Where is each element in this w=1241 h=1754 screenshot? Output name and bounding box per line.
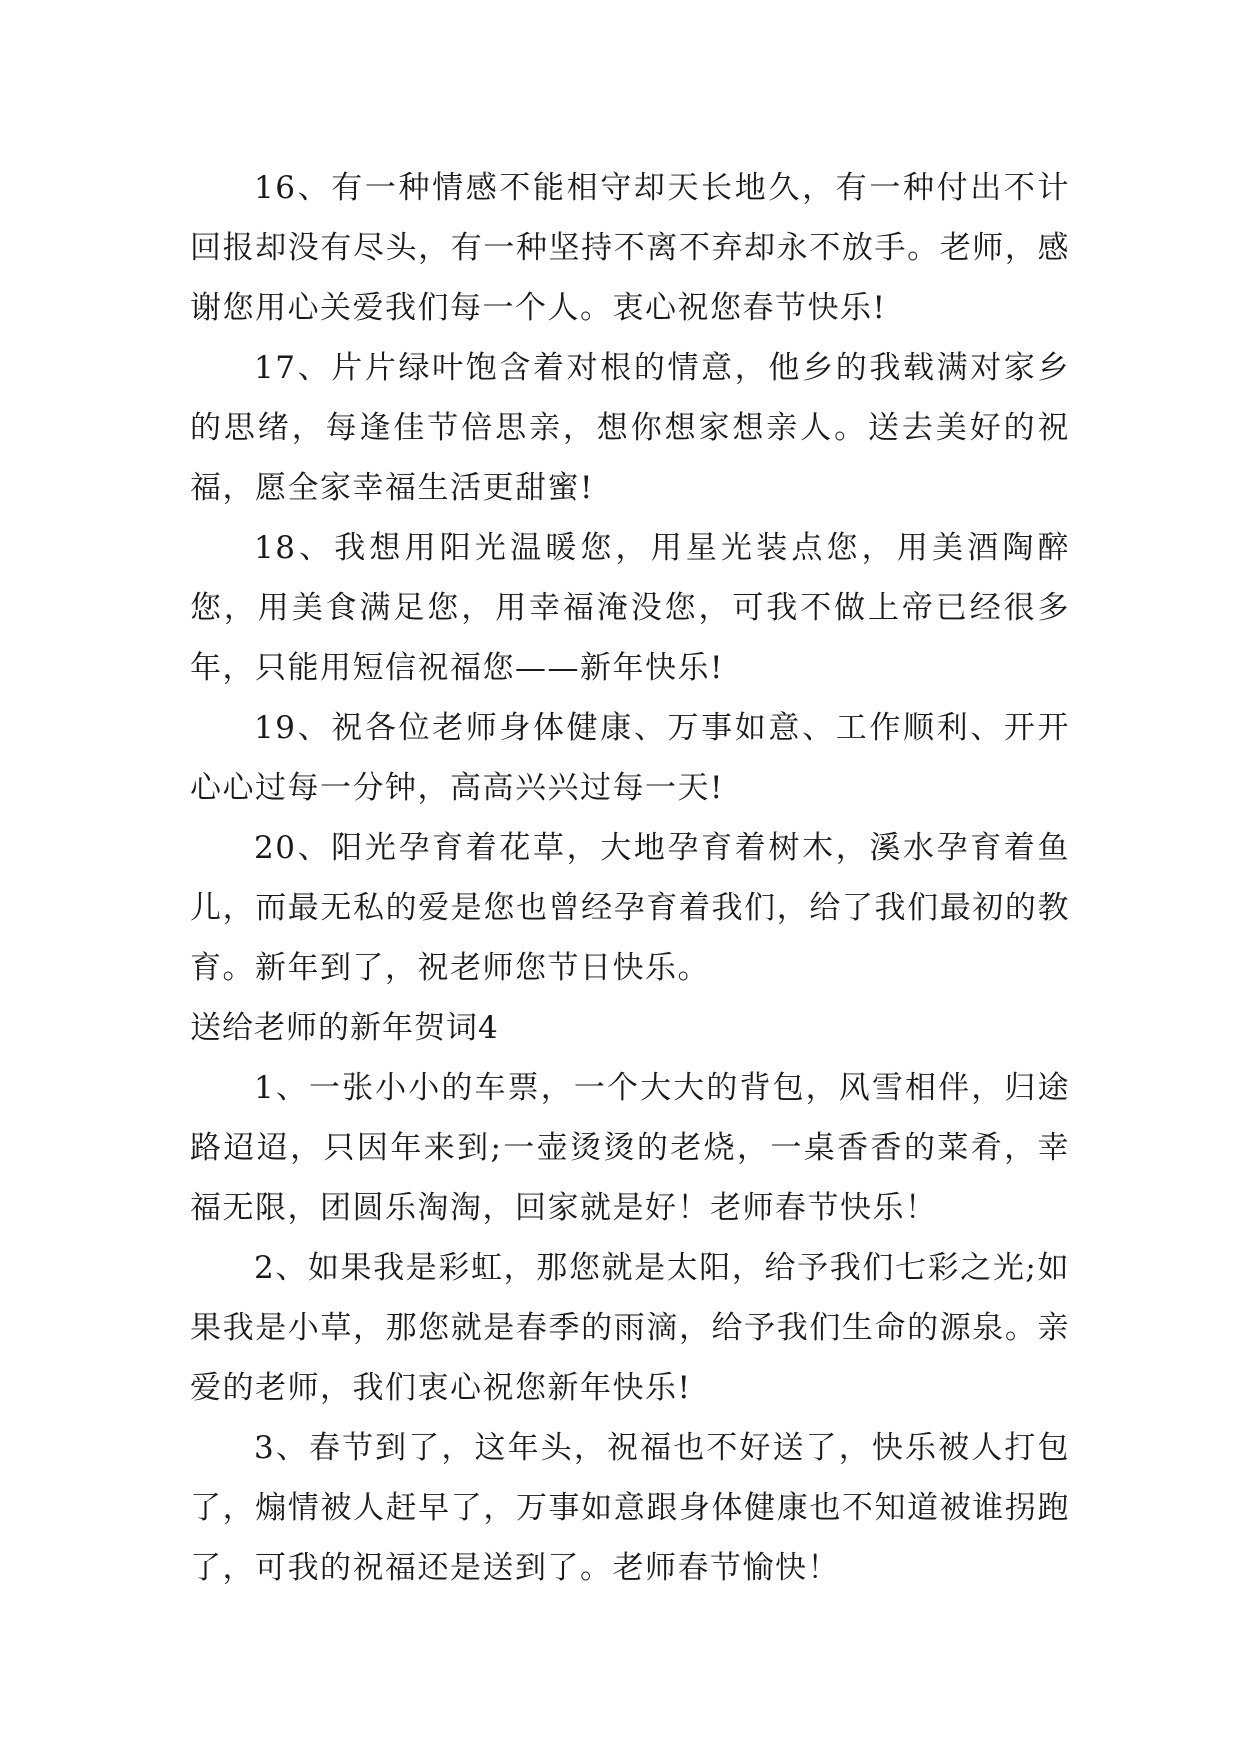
greeting-paragraph-19: 19、祝各位老师身体健康、万事如意、工作顺利、开开心心过每一分钟，高高兴兴过每一天! (190, 710, 1070, 806)
greeting-paragraph-18: 18、我想用阳光温暖您，用星光装点您，用美酒陶醉您，用美食满足您，用幸福淹没您，可我不做上帝已经很多年，只能用短信祝福您——新年快乐! (190, 530, 1070, 686)
document-body (190, 158, 1070, 1598)
greeting-paragraph-1: 1、一张小小的车票，一个大大的背包，风雪相伴，归途路迢迢，只因年来到;一壶烫烫的老烧，一桌香香的菜肴，幸福无限，团圆乐淘淘，回家就是好！老师春节快乐！ (190, 1070, 1070, 1226)
greeting-paragraph-2: 2、如果我是彩虹，那您就是太阳，给予我们七彩之光;如果我是小草，那您就是春季的雨滴，给予我们生命的源泉。亲爱的老师，我们衷心祝您新年快乐! (190, 1250, 1070, 1406)
greeting-paragraph-20: 20、阳光孕育着花草，大地孕育着树木，溪水孕育着鱼儿，而最无私的爱是您也曾经孕育着我们，给了我们最初的教育。新年到了，祝老师您节日快乐。 (190, 830, 1070, 986)
section-heading: 送给老师的新年贺词4 (190, 1010, 499, 1046)
greeting-paragraph-16: 16、有一种情感不能相守却天长地久，有一种付出不计回报却没有尽头，有一种坚持不离不弃却永不放手。老师，感谢您用心关爱我们每一个人。衷心祝您春节快乐! (190, 170, 1070, 326)
greeting-paragraph-17: 17、片片绿叶饱含着对根的情意，他乡的我载满对家乡的思绪，每逢佳节倍思亲，想你想家想亲人。送去美好的祝福，愿全家幸福生活更甜蜜! (190, 350, 1070, 506)
greeting-paragraph-3: 3、春节到了，这年头，祝福也不好送了，快乐被人打包了，煽情被人赶早了，万事如意跟身体健康也不知道被谁拐跑了，可我的祝福还是送到了。老师春节愉快！ (190, 1430, 1070, 1586)
